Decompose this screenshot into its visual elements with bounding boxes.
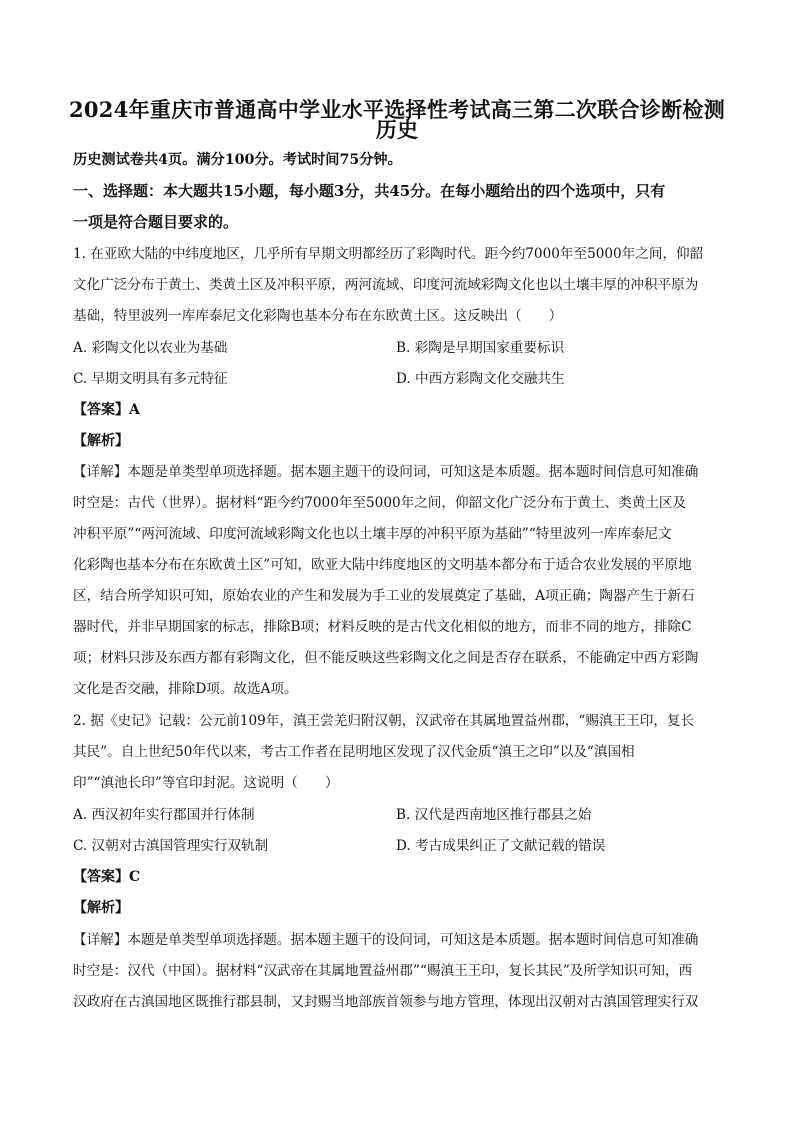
q1-option-c: C. 早期文明具有多元特征 (73, 371, 228, 387)
q2-stem-line: 2. 据《史记》记载：公元前109年，滇王尝羌归附汉朝，汉武帝在其属地置益州郡，“赐滇王王印，复长 (73, 713, 695, 729)
q1-stem-line: 基础，特里波列一库库泰尼文化彩陶也基本分布在东欧黄土区。这反映出（ ） (73, 308, 563, 324)
q2-option-b: B. 汉代是西南地区推行郡县之始 (396, 807, 592, 823)
q1-analysis-label: 【解析】 (73, 433, 129, 449)
q2-explanation-line: 时空是：汉代（中国）。据材料“汉武帝在其属地置益州郡”“赐滇王王印，复长其民”及所学知识可知，西 (73, 963, 693, 979)
q1-option-b: B. 彩陶是早期国家重要标识 (396, 340, 565, 356)
q1-answer: 【答案】A (73, 402, 140, 418)
q2-option-a: A. 西汉初年实行郡国并行体制 (73, 807, 255, 823)
q1-explanation-line: 化彩陶也基本分布在东欧黄土区”可知，欧亚大陆中纬度地区的文明基本都分布于适合农业发展的平原地 (73, 557, 692, 573)
q2-stem-line: 印”“滇池长印”等官印封泥。这说明（ ） (73, 775, 339, 791)
q1-stem-line: 1. 在亚欧大陆的中纬度地区，几乎所有早期文明都经历了彩陶时代。距今约7000年至5000年之间，仰韶 (73, 246, 704, 262)
q2-option-d: D. 考古成果纠正了文献记载的错误 (396, 838, 606, 854)
q1-stem-line: 文化广泛分布于黄土、类黄土区及冲积平原，两河流域、印度河流域彩陶文化也以土壤丰厚的冲积平原为 (73, 277, 699, 293)
section-heading-line1: 一、选择题：本大题共15小题，每小题3分，共45分。在每小题给出的四个选项中，只有 (73, 182, 666, 200)
q1-explanation-line: 区，结合所学知识可知，原始农业的产生和发展为手工业的发展奠定了基础，A项正确；陶器产生于新石 (73, 588, 695, 604)
q1-option-a: A. 彩陶文化以农业为基础 (73, 340, 228, 356)
q1-explanation-line: 冲积平原”“两河流域、印度河流域彩陶文化也以土壤丰厚的冲积平原为基础”“特里波列一库库泰尼文 (73, 526, 672, 542)
q1-explanation-line: 【详解】本题是单类型单项选择题。据本题主题干的设问词，可知这是本质题。据本题时间信息可知准确 (73, 464, 699, 480)
q1-explanation-line: 项；材料只涉及东西方都有彩陶文化，但不能反映这些彩陶文化之间是否存在联系，不能确定中西方彩陶 (73, 650, 699, 666)
q2-analysis-label: 【解析】 (73, 900, 129, 916)
q2-option-c: C. 汉朝对古滇国管理实行双轨制 (73, 838, 269, 854)
exam-title: 2024年重庆市普通高中学业水平选择性考试高三第二次联合诊断检测 (68, 97, 726, 122)
q1-explanation-line: 文化是否交融，排除D项。故选A项。 (73, 681, 298, 697)
q2-explanation-line: 【详解】本题是单类型单项选择题。据本题主题干的设问词，可知这是本质题。据本题时间信息可知准确 (73, 932, 699, 948)
section-heading-line2: 一项是符合题目要求的。 (73, 213, 239, 231)
exam-meta: 历史测试卷共4页。满分100分。考试时间75分钟。 (73, 152, 402, 168)
q1-explanation-line: 器时代，并非早期国家的标志，排除B项；材料反映的是古代文化相似的地方，而非不同的地方，排除C (73, 619, 692, 635)
q2-answer: 【答案】C (73, 869, 141, 885)
subject-title: 历史 (375, 117, 419, 142)
q2-stem-line: 其民”。自上世纪50年代以来，考古工作者在昆明地区发现了汉代金质“滇王之印”以及“滇国相 (73, 744, 635, 760)
q1-explanation-line: 时空是：古代（世界）。据材料“距今约7000年至5000年之间，仰韶文化广泛分布于黄土、类黄土区及 (73, 495, 687, 511)
q2-explanation-line: 汉政府在古滇国地区既推行郡县制，又封赐当地部族首领参与地方管理，体现出汉朝对古滇国管理实行双 (73, 994, 699, 1010)
q1-option-d: D. 中西方彩陶文化交融共生 (396, 371, 565, 387)
